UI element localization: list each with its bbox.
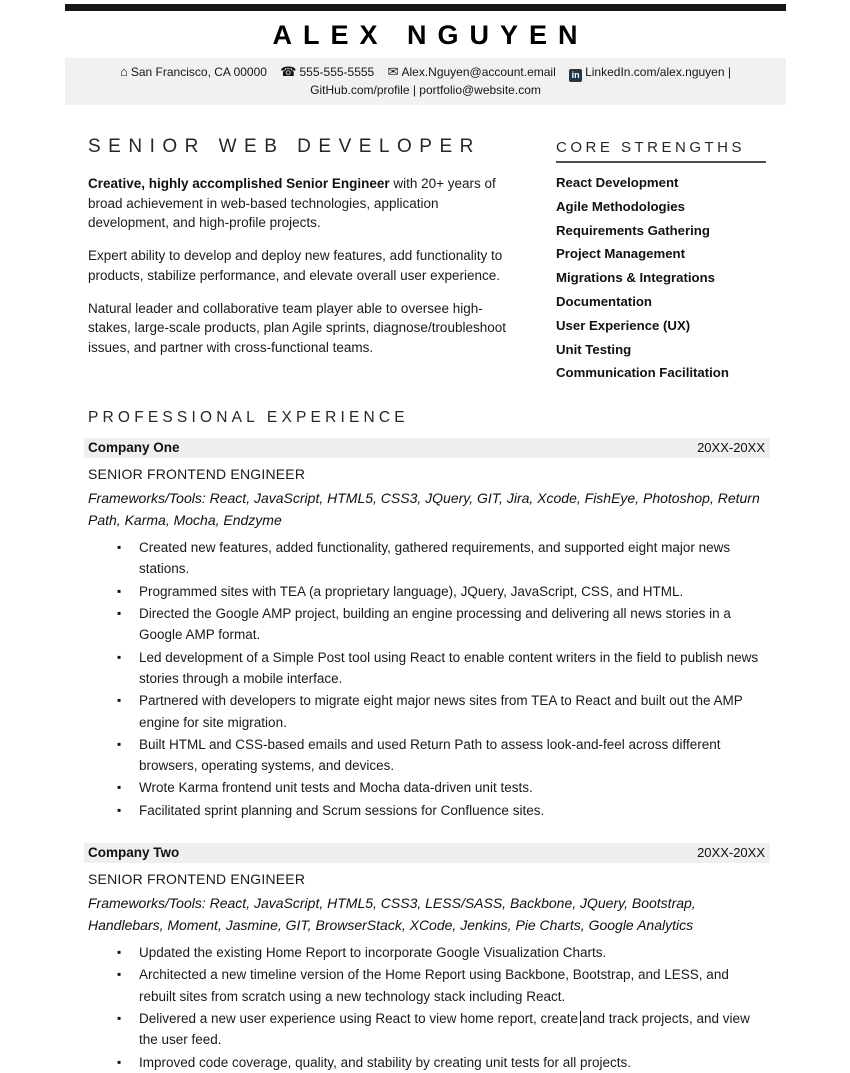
summary-paragraph-3: Natural leader and collaborative team player able to oversee high-stakes, large-scale products, plan Agile sprints, diagnose/troubleshoot issues, and partner with cross-functional teams.	[88, 300, 506, 355]
job-title: SENIOR FRONTEND ENGINEER	[88, 871, 306, 888]
candidate-name: ALEX NGUYEN	[272, 20, 589, 50]
bullet-item: ▪ Programmed sites with TEA (a proprietary language), JQuery, JavaScript, CSS, and HTML.	[88, 581, 766, 602]
frameworks-tools-line: Frameworks/Tools: React, JavaScript, HTML5, CSS3, JQuery, GIT, Jira, Xcode, FishEye, Photoshop, Return Path, Karma, Mocha, Endzyme	[88, 490, 760, 529]
job-bullet-list	[88, 537, 766, 821]
target-role-title: SENIOR WEB DEVELOPER	[88, 136, 481, 157]
bullet-text-before-cursor: Delivered a new user experience using React to view home report, create	[139, 1010, 578, 1026]
core-strengths-column	[556, 136, 766, 385]
employment-dates: 20XX-20XX	[697, 845, 765, 861]
core-strengths-title: CORE STRENGTHS	[556, 139, 766, 163]
resume-body	[0, 136, 850, 1073]
linkedin-text: LinkedIn.com/alex.nguyen |	[585, 65, 731, 79]
contact-line-1	[75, 63, 776, 82]
linkedin-icon: in	[569, 69, 582, 82]
strength-item: Unit Testing	[556, 341, 632, 357]
contact-bar	[65, 58, 786, 105]
job-entry-company-one	[88, 438, 766, 821]
strength-item: Migrations & Integrations	[556, 270, 715, 286]
strength-item: User Experience (UX)	[556, 317, 691, 333]
frameworks-tools-line: Frameworks/Tools: React, JavaScript, HTML5, CSS3, LESS/SASS, Backbone, JQuery, Bootstrap, Handlebars, Moment, Jasmine, GIT, BrowserStack, XCode, Jenkins, Pie Charts, Google Analytics	[88, 895, 696, 934]
summary-paragraph-2: Expert ability to develop and deploy new features, add functionality to products, stabilize performance, and elevate overall user experience.	[88, 248, 503, 283]
company-header-bar	[84, 438, 770, 458]
contact-linkedin	[569, 65, 731, 79]
strength-item: Requirements Gathering	[556, 222, 710, 238]
phone-text: 555-555-5555	[299, 65, 375, 79]
bullet-item: ▪ Improved code coverage, quality, and stability by creating unit tests for all projects.	[88, 1052, 766, 1073]
strength-item: Communication Facilitation	[556, 365, 729, 381]
bullet-item: ▪ Updated the existing Home Report to incorporate Google Visualization Charts.	[88, 942, 766, 963]
bullet-item: ▪ Architected a new timeline version of the Home Report using Backbone, Bootstrap, and LESS, and rebuilt sites from scratch using a new technology stack including React.	[88, 964, 766, 1007]
contact-phone	[280, 65, 374, 79]
bullet-item: ▪ Led development of a Simple Post tool using React to enable content writers in the field to publish news stories through a mobile interface.	[88, 647, 766, 690]
header-rule	[65, 4, 786, 11]
summary-paragraph-1	[88, 174, 518, 233]
job-bullet-list	[88, 942, 766, 1073]
bullet-item: ▪ Directed the Google AMP project, building an engine processing and delivering all news stories in a Google AMP format.	[88, 603, 766, 646]
job-title: SENIOR FRONTEND ENGINEER	[88, 466, 306, 483]
contact-location	[120, 65, 267, 79]
employment-dates: 20XX-20XX	[697, 440, 765, 456]
bullet-text-after-cursor: and track projects, and view the user feed.	[139, 1010, 750, 1048]
home-icon: ⌂	[120, 64, 128, 79]
summary-lead-rest: with 20+ years of broad achievement in web-based technologies, application development, and high-profile projects.	[88, 176, 496, 230]
email-text: Alex.Nguyen@account.email	[401, 65, 556, 79]
contact-email	[388, 65, 556, 79]
strength-item: Project Management	[556, 246, 685, 262]
bullet-item: ▪ Partnered with developers to migrate eight major news sites from TEA to React and built out the AMP engine for site migration.	[88, 690, 766, 733]
envelope-icon: ✉	[387, 64, 399, 79]
bullet-item: ▪ Wrote Karma frontend unit tests and Mocha data-driven unit tests.	[88, 777, 766, 798]
strength-item: Agile Methodologies	[556, 198, 685, 214]
company-name: Company Two	[88, 845, 180, 861]
resume-document	[0, 4, 850, 1070]
strength-item: React Development	[556, 175, 679, 190]
experience-section-title: PROFESSIONAL EXPERIENCE	[88, 409, 409, 427]
company-name: Company One	[88, 440, 180, 456]
bullet-item-with-cursor	[88, 1008, 766, 1051]
location-text: San Francisco, CA 00000	[130, 65, 267, 79]
strength-item: Documentation	[556, 293, 652, 309]
job-entry-company-two	[88, 843, 766, 1073]
summary-column	[88, 136, 518, 385]
bullet-item: ▪ Built HTML and CSS-based emails and used Return Path to assess look-and-feel across different browsers, operating systems, and devices.	[88, 734, 766, 777]
bullet-item: ▪ Created new features, added functionality, gathered requirements, and supported eight major news stations.	[88, 537, 766, 580]
company-header-bar	[84, 843, 770, 863]
contact-line-2: GitHub.com/profile | portfolio@website.com	[310, 83, 541, 97]
summary-lead-text: Creative, highly accomplished Senior Engineer	[88, 176, 390, 191]
bullet-item: ▪ Facilitated sprint planning and Scrum sessions for Confluence sites.	[88, 800, 766, 821]
phone-icon: ☎	[280, 64, 297, 79]
